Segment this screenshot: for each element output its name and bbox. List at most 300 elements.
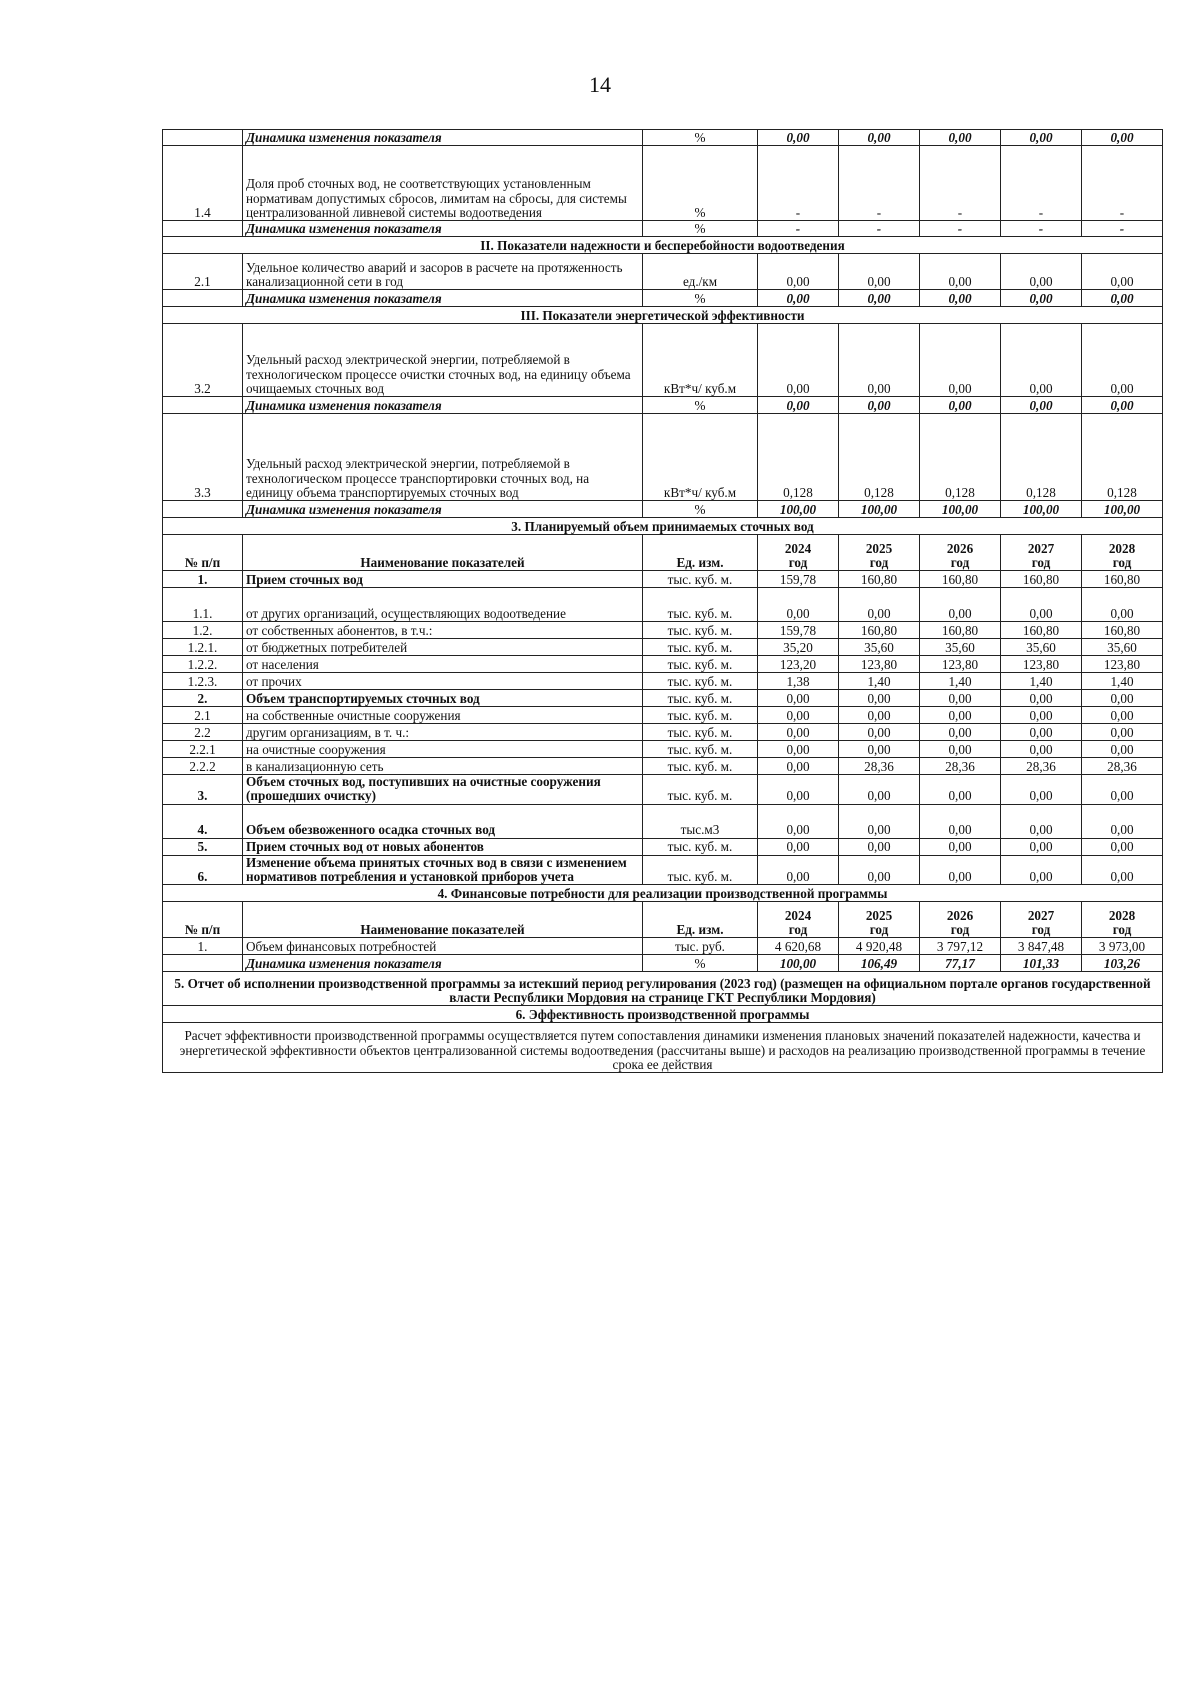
value-cell: 0,00 — [758, 324, 839, 397]
header-name: Наименование показателей — [243, 902, 643, 938]
unit: тыс. куб. м. — [643, 741, 758, 758]
section-5-title: 5. Отчет об исполнении производственной программы за истекший период регулирования (2023 год) (размещен на официальном портале органов государственной власти Республики Мордовия на странице ГКТ Республики Мордовия) — [163, 972, 1163, 1006]
value-cell: 0,00 — [758, 690, 839, 707]
value-cell: 0,00 — [758, 741, 839, 758]
value: 106,49 — [860, 955, 898, 971]
indicator-name: Прием сточных вод от новых абонентов — [243, 838, 643, 855]
value-cell: 1,40 — [1082, 673, 1163, 690]
row-number: 3. — [163, 775, 243, 805]
section-title: 3. Планируемый объем принимаемых сточных вод — [163, 518, 1163, 535]
year-number: 2025 — [865, 907, 893, 923]
value: 0,00 — [867, 397, 891, 413]
value-cell: 0,128 — [920, 414, 1001, 501]
value: 103,26 — [1103, 955, 1141, 971]
row-number: 5. — [163, 838, 243, 855]
value: 0,00 — [948, 290, 972, 306]
value-cell: 28,36 — [920, 758, 1001, 775]
indicators-section — [163, 130, 1163, 518]
volume-row — [163, 724, 1163, 741]
dynamics-row — [163, 955, 1163, 972]
column-header-row — [163, 902, 1163, 938]
indicator-name — [243, 397, 643, 414]
value-cell — [758, 221, 839, 237]
header-year — [1082, 902, 1163, 938]
section-6-text: Расчет эффективности производственной программы осуществляется путем сопоставления динамики изменения плановых значений показателей надежности, качества и энергетической эффективности объектов централизованной системы водоотведения (рассчитаны выше) и расходов на реализацию производственной программы в течение срока ее действия — [163, 1023, 1163, 1073]
value: 0,00 — [1110, 129, 1134, 145]
year-number: 2027 — [1027, 540, 1055, 556]
value: 0,00 — [1029, 397, 1053, 413]
indicator-name — [243, 130, 643, 146]
value-cell: 0,00 — [758, 855, 839, 885]
value-cell: 0,00 — [839, 804, 920, 838]
value-cell: 159,78 — [758, 622, 839, 639]
year-word: год — [1112, 554, 1132, 570]
row-number: 1.1. — [163, 588, 243, 622]
header-year — [839, 535, 920, 571]
value: 0,00 — [1110, 397, 1134, 413]
indicator-name: Объем сточных вод, поступивших на очистные сооружения (прошедших очистку) — [243, 775, 643, 805]
value-cell: 0,00 — [839, 775, 920, 805]
row-number: 1. — [163, 571, 243, 588]
value: 100,00 — [1103, 501, 1141, 517]
value-cell: 0,00 — [1082, 775, 1163, 805]
indicator-name: на очистные сооружения — [243, 741, 643, 758]
value: 0,00 — [786, 129, 810, 145]
value-cell: 3 973,00 — [1082, 938, 1163, 955]
value-cell: 0,00 — [1001, 724, 1082, 741]
financial-row — [163, 938, 1163, 955]
value-cell: 0,00 — [920, 724, 1001, 741]
value-cell: 0,00 — [839, 588, 920, 622]
unit: ед./км — [643, 254, 758, 290]
value-cell: 35,60 — [920, 639, 1001, 656]
value-cell: 0,00 — [839, 838, 920, 855]
year-word: год — [950, 921, 970, 937]
volume-row — [163, 775, 1163, 805]
value-cell: 0,00 — [920, 775, 1001, 805]
value: 100,00 — [860, 501, 898, 517]
value: 0,00 — [1029, 129, 1053, 145]
year-number: 2024 — [784, 907, 812, 923]
value-cell — [920, 221, 1001, 237]
value-cell: 0,00 — [1001, 324, 1082, 397]
volume-row — [163, 673, 1163, 690]
value-cell — [1001, 397, 1082, 414]
value: 0,00 — [1029, 290, 1053, 306]
dynamics-label: Динамика изменения показателя — [246, 501, 442, 517]
value-cell: 0,00 — [839, 707, 920, 724]
year-word: год — [869, 554, 889, 570]
value-cell: 3 847,48 — [1001, 938, 1082, 955]
value: 100,00 — [779, 501, 817, 517]
value-cell: 0,00 — [1001, 690, 1082, 707]
volume-row — [163, 571, 1163, 588]
value-cell: 0,00 — [839, 724, 920, 741]
value-cell: 0,00 — [758, 838, 839, 855]
value-cell: 0,00 — [920, 855, 1001, 885]
row-number: 1.2. — [163, 622, 243, 639]
dynamics-row — [163, 221, 1163, 237]
header-number: № п/п — [163, 902, 243, 938]
value-cell: 0,00 — [920, 324, 1001, 397]
value-cell — [1082, 501, 1163, 518]
unit: тыс. куб. м. — [643, 571, 758, 588]
indicator-row — [163, 324, 1163, 397]
unit: тыс. куб. м. — [643, 838, 758, 855]
value: 0,00 — [867, 129, 891, 145]
unit: % — [643, 397, 758, 414]
value-cell: 123,80 — [1001, 656, 1082, 673]
value-cell — [920, 397, 1001, 414]
indicator-row — [163, 146, 1163, 221]
row-number: 1. — [163, 938, 243, 955]
value-cell: 1,38 — [758, 673, 839, 690]
indicator-name: от других организаций, осуществляющих водоотведение — [243, 588, 643, 622]
section-title: 4. Финансовые потребности для реализации производственной программы — [163, 885, 1163, 902]
value-cell: 159,78 — [758, 571, 839, 588]
section-title: III. Показатели энергетической эффективности — [163, 307, 1163, 324]
value-cell — [839, 130, 920, 146]
dynamics-label: Динамика изменения показателя — [246, 220, 442, 236]
row-number: 2.2 — [163, 724, 243, 741]
indicator-name: от собственных абонентов, в т.ч.: — [243, 622, 643, 639]
value-cell: 1,40 — [920, 673, 1001, 690]
value-cell: 35,60 — [1082, 639, 1163, 656]
header-year — [758, 902, 839, 938]
year-number: 2025 — [865, 540, 893, 556]
row-number: 2.1 — [163, 254, 243, 290]
dynamics-label: Динамика изменения показателя — [246, 290, 442, 306]
value: - — [1119, 220, 1125, 236]
header-year — [839, 902, 920, 938]
value-cell: 0,00 — [1001, 775, 1082, 805]
value-cell: 3 797,12 — [920, 938, 1001, 955]
value-cell: 0,128 — [758, 414, 839, 501]
row-number: 2. — [163, 690, 243, 707]
value-cell: 1,40 — [1001, 673, 1082, 690]
value: 77,17 — [945, 955, 975, 971]
value-cell — [758, 290, 839, 307]
value: - — [795, 220, 801, 236]
indicator-name: Удельный расход электрической энергии, потребляемой в технологическом процессе очистки сточных вод, на единицу объема очищаемых сточных вод — [243, 324, 643, 397]
value-cell — [839, 221, 920, 237]
row-number: 1.2.1. — [163, 639, 243, 656]
volume-row — [163, 741, 1163, 758]
value-cell — [920, 501, 1001, 518]
value-cell: 0,128 — [839, 414, 920, 501]
value-cell — [758, 397, 839, 414]
value-cell — [1082, 955, 1163, 972]
value-cell: 160,80 — [1082, 571, 1163, 588]
value-cell: 0,00 — [1082, 690, 1163, 707]
value-cell: 123,80 — [1082, 656, 1163, 673]
value-cell: 160,80 — [1001, 622, 1082, 639]
value-cell: 0,00 — [1082, 588, 1163, 622]
section-title: II. Показатели надежности и бесперебойности водоотведения — [163, 237, 1163, 254]
value-cell — [839, 290, 920, 307]
value: 0,00 — [786, 290, 810, 306]
indicator-name: Объем транспортируемых сточных вод — [243, 690, 643, 707]
section-title-row — [163, 885, 1163, 902]
year-number: 2027 — [1027, 907, 1055, 923]
unit: тыс. куб. м. — [643, 690, 758, 707]
indicator-name: от бюджетных потребителей — [243, 639, 643, 656]
value-cell: 0,00 — [758, 707, 839, 724]
value-cell: 0,00 — [839, 741, 920, 758]
value-cell — [920, 290, 1001, 307]
value-cell: 123,20 — [758, 656, 839, 673]
unit: тыс. куб. м. — [643, 855, 758, 885]
value-cell: 0,00 — [1001, 741, 1082, 758]
value-cell: 160,80 — [920, 622, 1001, 639]
indicator-name: Прием сточных вод — [243, 571, 643, 588]
volume-row — [163, 855, 1163, 885]
dynamics-row — [163, 501, 1163, 518]
value-cell — [1082, 130, 1163, 146]
year-number: 2024 — [784, 540, 812, 556]
year-word: год — [950, 554, 970, 570]
dynamics-label: Динамика изменения показателя — [246, 955, 442, 971]
value-cell — [758, 130, 839, 146]
unit: тыс. куб. м. — [643, 775, 758, 805]
unit: тыс. куб. м. — [643, 656, 758, 673]
indicator-name: от прочих — [243, 673, 643, 690]
row-number — [163, 397, 243, 414]
indicator-name: Удельный расход электрической энергии, потребляемой в технологическом процессе транспортировки сточных вод, на единицу объема транспортируемых сточных вод — [243, 414, 643, 501]
value-cell: 123,80 — [839, 656, 920, 673]
value-cell: 0,00 — [920, 254, 1001, 290]
value-cell: - — [839, 146, 920, 221]
value: - — [876, 220, 882, 236]
unit: кВт*ч/ куб.м — [643, 414, 758, 501]
year-word: год — [788, 921, 808, 937]
section-title-row — [163, 237, 1163, 254]
indicator-name: Объем обезвоженного осадка сточных вод — [243, 804, 643, 838]
year-word: год — [869, 921, 889, 937]
value-cell: 0,00 — [920, 804, 1001, 838]
unit: тыс. куб. м. — [643, 707, 758, 724]
volume-row — [163, 758, 1163, 775]
value: 100,00 — [1022, 501, 1060, 517]
value-cell: 160,80 — [1001, 571, 1082, 588]
indicator-row — [163, 414, 1163, 501]
value-cell: 35,20 — [758, 639, 839, 656]
value-cell — [1001, 501, 1082, 518]
indicator-name: от населения — [243, 656, 643, 673]
unit: тыс. куб. м. — [643, 724, 758, 741]
unit: тыс. куб. м. — [643, 758, 758, 775]
value-cell: 160,80 — [920, 571, 1001, 588]
row-number: 2.1 — [163, 707, 243, 724]
header-year — [920, 535, 1001, 571]
indicator-name — [243, 955, 643, 972]
value: 0,00 — [867, 290, 891, 306]
row-number: 4. — [163, 804, 243, 838]
value-cell — [758, 501, 839, 518]
header-year — [920, 902, 1001, 938]
value-cell: 160,80 — [1082, 622, 1163, 639]
row-number — [163, 955, 243, 972]
row-number: 1.2.2. — [163, 656, 243, 673]
value-cell: 0,00 — [1082, 254, 1163, 290]
report-section — [163, 972, 1163, 1006]
wastewater-volume-section — [163, 518, 1163, 885]
value: 0,00 — [786, 397, 810, 413]
header-unit: Ед. изм. — [643, 902, 758, 938]
volume-row — [163, 690, 1163, 707]
indicator-name — [243, 221, 643, 237]
value-cell: 0,00 — [1001, 855, 1082, 885]
value-cell: 28,36 — [1001, 758, 1082, 775]
value-cell: 0,00 — [839, 855, 920, 885]
value-cell — [1082, 397, 1163, 414]
indicator-row — [163, 254, 1163, 290]
section-title-row — [163, 307, 1163, 324]
row-number — [163, 130, 243, 146]
header-number: № п/п — [163, 535, 243, 571]
value-cell: 0,00 — [839, 254, 920, 290]
volume-row — [163, 707, 1163, 724]
value-cell: 0,00 — [758, 758, 839, 775]
value-cell: 0,00 — [1001, 838, 1082, 855]
value-cell: 0,00 — [1082, 741, 1163, 758]
value-cell: 0,00 — [1001, 804, 1082, 838]
unit: % — [643, 221, 758, 237]
value-cell: - — [920, 146, 1001, 221]
value-cell: 4 620,68 — [758, 938, 839, 955]
value-cell: - — [1001, 146, 1082, 221]
volume-row — [163, 656, 1163, 673]
value-cell — [839, 501, 920, 518]
page-number: 14 — [589, 72, 611, 97]
volume-row — [163, 588, 1163, 622]
row-number: 1.2.3. — [163, 673, 243, 690]
indicator-name: в канализационную сеть — [243, 758, 643, 775]
value-cell — [1082, 290, 1163, 307]
value-cell: 4 920,48 — [839, 938, 920, 955]
value-cell — [758, 955, 839, 972]
unit: тыс.м3 — [643, 804, 758, 838]
header-year — [758, 535, 839, 571]
value-cell: 0,00 — [839, 324, 920, 397]
value-cell: 0,00 — [758, 588, 839, 622]
year-word: год — [1112, 921, 1132, 937]
indicator-name: Объем финансовых потребностей — [243, 938, 643, 955]
value-cell: 35,60 — [839, 639, 920, 656]
header-year — [1001, 535, 1082, 571]
year-number: 2028 — [1108, 540, 1136, 556]
value-cell: 0,00 — [1082, 707, 1163, 724]
value-cell — [839, 397, 920, 414]
column-header-row — [163, 535, 1163, 571]
header-year — [1001, 902, 1082, 938]
value-cell — [1082, 221, 1163, 237]
value-cell: 0,00 — [1082, 324, 1163, 397]
value: 0,00 — [1110, 290, 1134, 306]
value-cell: 0,00 — [920, 707, 1001, 724]
value: 100,00 — [779, 955, 817, 971]
unit: тыс. куб. м. — [643, 673, 758, 690]
unit: % — [643, 130, 758, 146]
row-number: 2.2.1 — [163, 741, 243, 758]
value-cell — [1001, 130, 1082, 146]
dynamics-row — [163, 290, 1163, 307]
value-cell: 0,00 — [920, 741, 1001, 758]
value-cell: 0,128 — [1082, 414, 1163, 501]
value-cell: 1,40 — [839, 673, 920, 690]
value-cell — [1001, 290, 1082, 307]
unit: % — [643, 290, 758, 307]
value-cell: 123,80 — [920, 656, 1001, 673]
year-word: год — [1031, 554, 1051, 570]
program-table — [162, 129, 1163, 1073]
value-cell: 28,36 — [839, 758, 920, 775]
value-cell: 35,60 — [1001, 639, 1082, 656]
value: 0,00 — [948, 397, 972, 413]
unit: тыс. руб. — [643, 938, 758, 955]
value-cell: 0,00 — [1082, 724, 1163, 741]
dynamics-label: Динамика изменения показателя — [246, 129, 442, 145]
value-cell: 0,00 — [920, 838, 1001, 855]
indicator-name: другим организациям, в т. ч.: — [243, 724, 643, 741]
efficiency-section — [163, 1006, 1163, 1073]
value-cell: 0,00 — [758, 775, 839, 805]
value-cell: - — [1082, 146, 1163, 221]
row-number: 3.2 — [163, 324, 243, 397]
row-number — [163, 501, 243, 518]
value-cell: 160,80 — [839, 622, 920, 639]
indicator-name — [243, 290, 643, 307]
dynamics-label: Динамика изменения показателя — [246, 397, 442, 413]
unit: тыс. куб. м. — [643, 639, 758, 656]
year-word: год — [1031, 921, 1051, 937]
value-cell: 0,00 — [1082, 838, 1163, 855]
value-cell: 0,00 — [1001, 254, 1082, 290]
volume-row — [163, 804, 1163, 838]
indicator-name: Изменение объема принятых сточных вод в связи с изменением нормативов потребления и установкой приборов учета — [243, 855, 643, 885]
value: - — [1038, 220, 1044, 236]
value-cell: 160,80 — [839, 571, 920, 588]
header-name: Наименование показателей — [243, 535, 643, 571]
value-cell: 0,00 — [758, 254, 839, 290]
unit: % — [643, 955, 758, 972]
indicator-name: Доля проб сточных вод, не соответствующих установленным нормативам допустимых сбросов, лимитам на сбросы, для системы централизованной ливневой системы водоотведения — [243, 146, 643, 221]
unit: % — [643, 501, 758, 518]
section-6-title: 6. Эффективность производственной программы — [163, 1006, 1163, 1023]
value-cell: 28,36 — [1082, 758, 1163, 775]
value-cell: - — [758, 146, 839, 221]
row-number — [163, 290, 243, 307]
indicator-name: Удельное количество аварий и засоров в расчете на протяженность канализационной сети в год — [243, 254, 643, 290]
unit: кВт*ч/ куб.м — [643, 324, 758, 397]
row-number — [163, 221, 243, 237]
year-number: 2026 — [946, 540, 974, 556]
unit: % — [643, 146, 758, 221]
header-unit: Ед. изм. — [643, 535, 758, 571]
value: - — [957, 220, 963, 236]
row-number: 3.3 — [163, 414, 243, 501]
value: 0,00 — [948, 129, 972, 145]
row-number: 2.2.2 — [163, 758, 243, 775]
value-cell — [1001, 221, 1082, 237]
row-number: 6. — [163, 855, 243, 885]
row-number: 1.4 — [163, 146, 243, 221]
value-cell: 0,00 — [1082, 804, 1163, 838]
dynamics-row — [163, 397, 1163, 414]
value-cell — [920, 955, 1001, 972]
header-year — [1082, 535, 1163, 571]
unit: тыс. куб. м. — [643, 588, 758, 622]
